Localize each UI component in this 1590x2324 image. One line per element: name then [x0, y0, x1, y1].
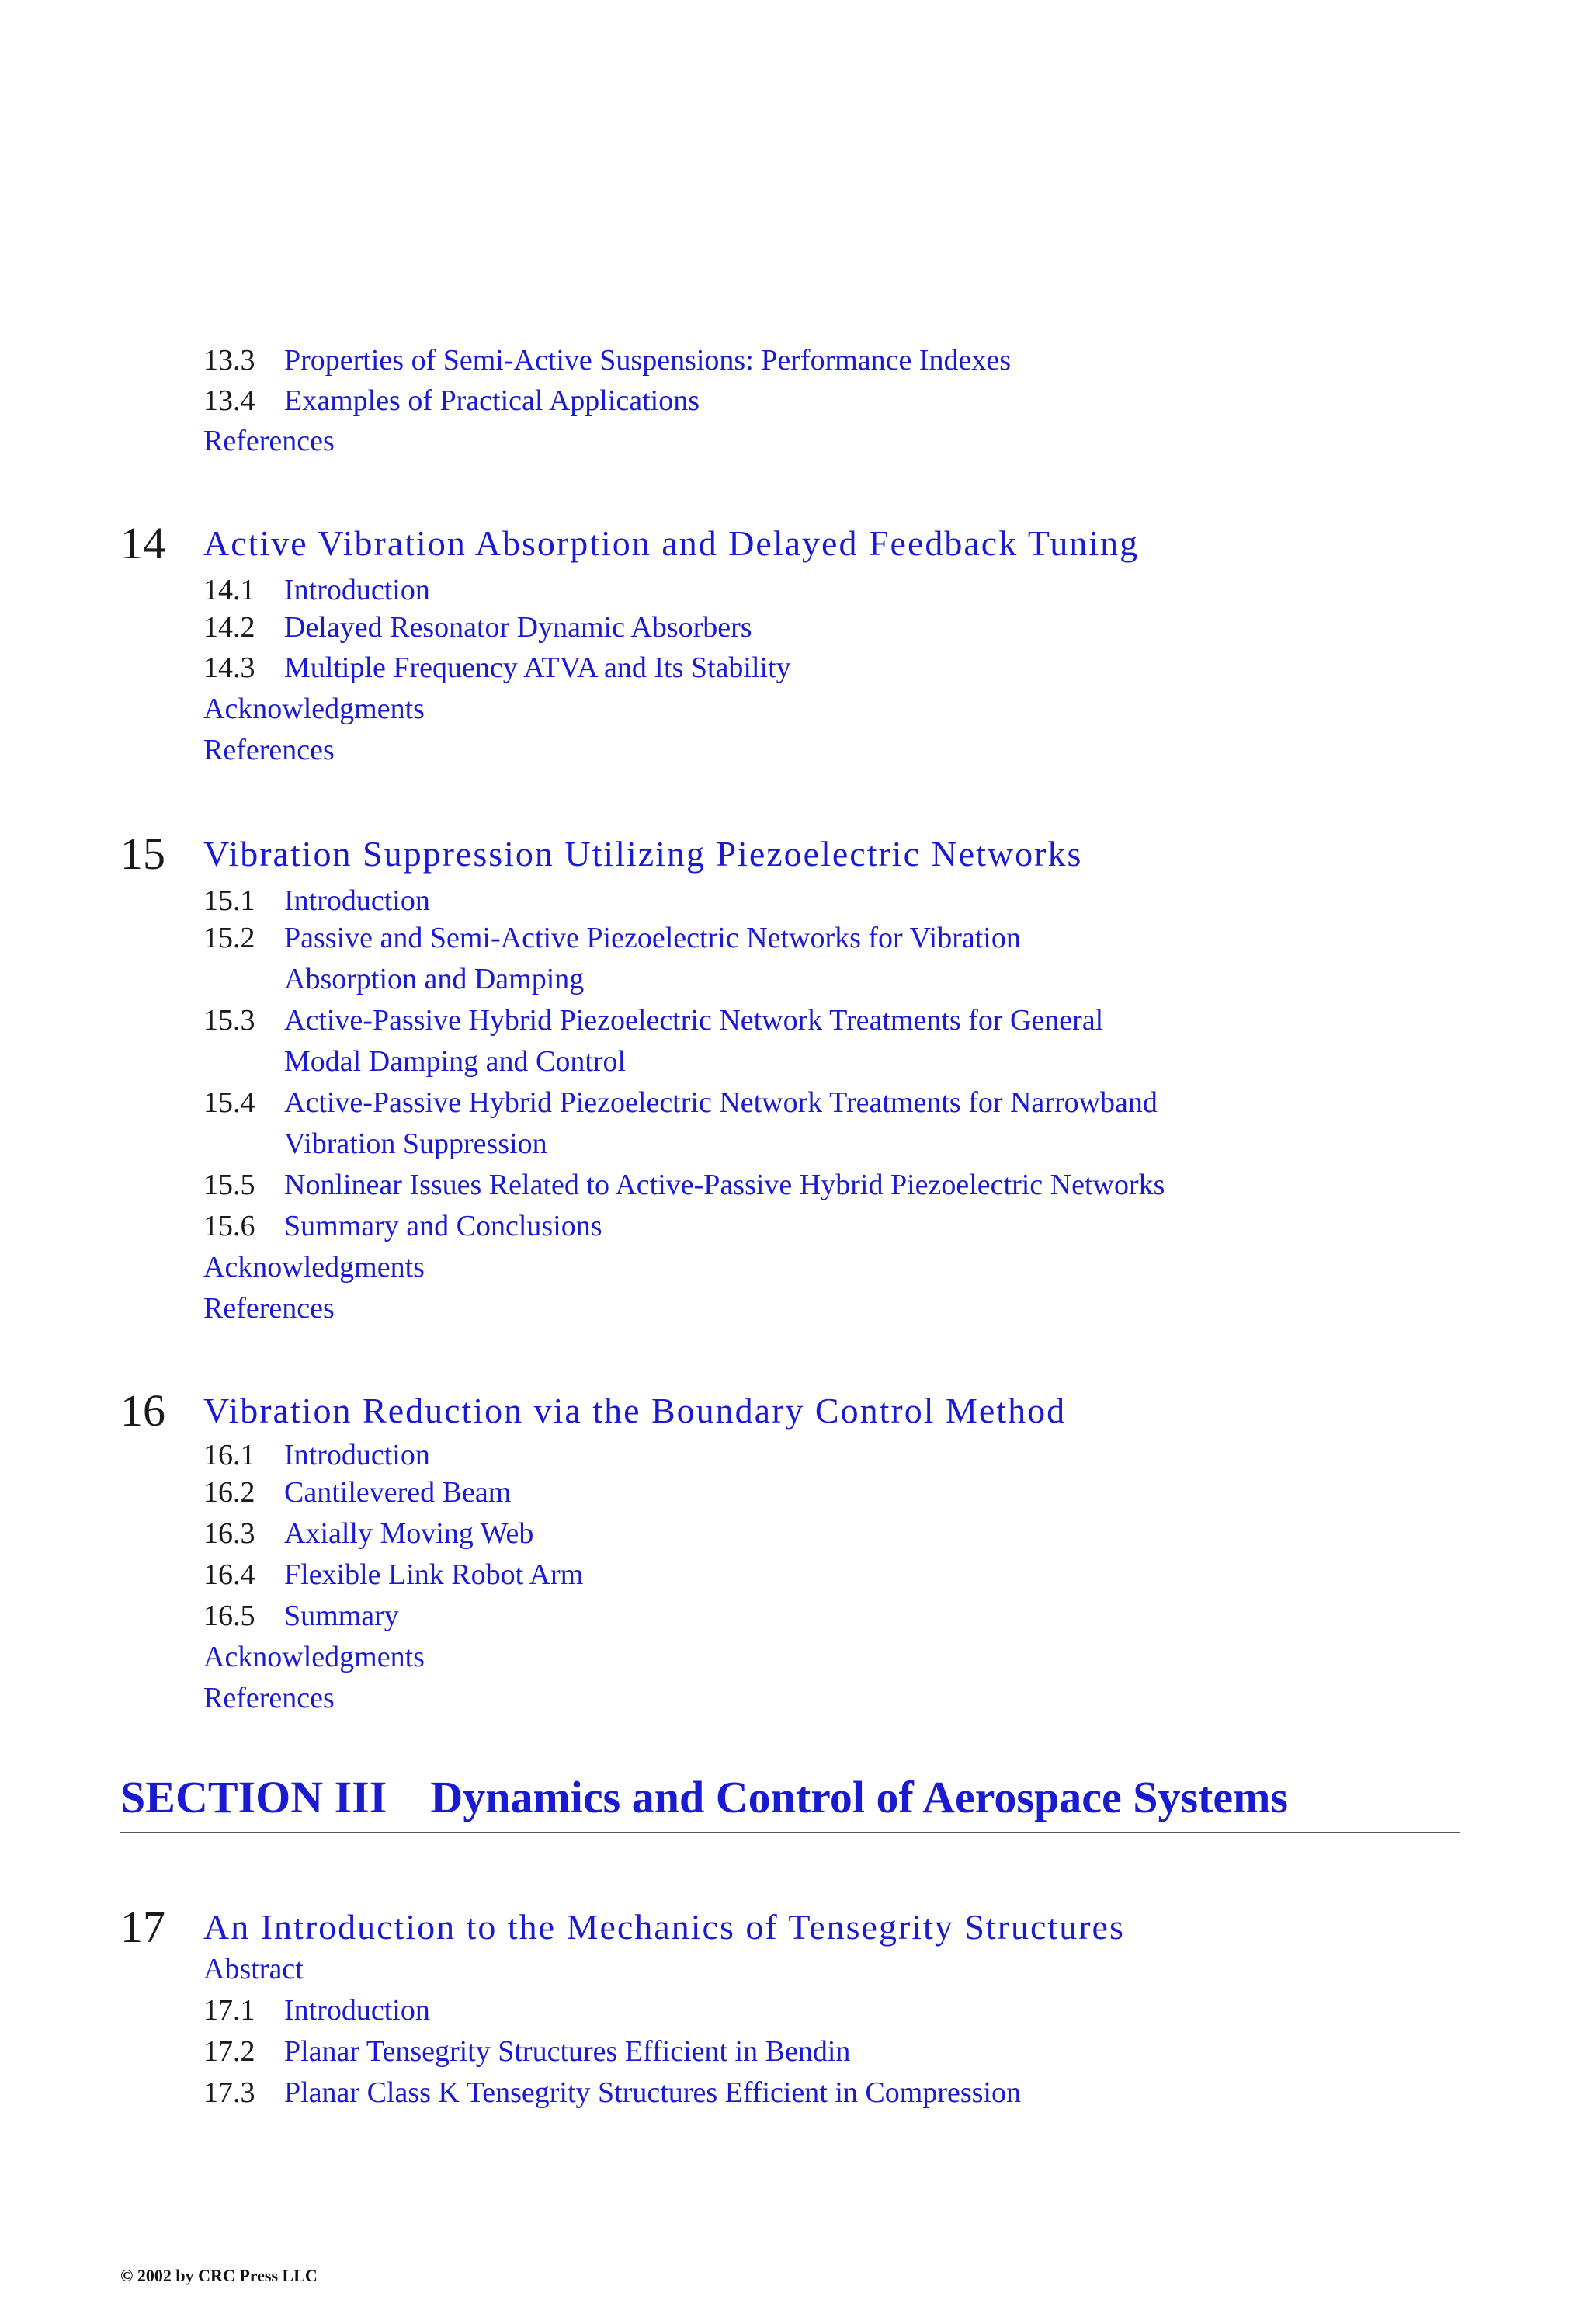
chapter-title[interactable]: Vibration Suppression Utilizing Piezoelectric Networks: [203, 834, 1083, 874]
chapter-title[interactable]: Active Vibration Absorption and Delayed Feedback Tuning: [203, 523, 1140, 563]
entry-title[interactable]: Axially Moving Web: [284, 1517, 534, 1550]
chapter-number: 16: [120, 1385, 165, 1436]
entry-number: 17.2: [203, 2035, 255, 2068]
section-title[interactable]: Dynamics and Control of Aerospace Systems: [430, 1772, 1289, 1822]
entry-title[interactable]: Active-Passive Hybrid Piezoelectric Network Treatments for General: [284, 1004, 1104, 1037]
chapter-number: 15: [120, 829, 165, 879]
entry-title[interactable]: Acknowledgments: [203, 1641, 425, 1673]
entry-title[interactable]: Acknowledgments: [203, 693, 425, 725]
entry-title[interactable]: Introduction: [284, 884, 430, 917]
entry-number: 13.3: [203, 344, 255, 377]
entry-title[interactable]: Introduction: [284, 1994, 430, 2027]
entry-title[interactable]: References: [203, 1682, 335, 1714]
chapter-title[interactable]: Vibration Reduction via the Boundary Control Method: [203, 1391, 1067, 1430]
entry-title[interactable]: Nonlinear Issues Related to Active-Passive Hybrid Piezoelectric Networks: [284, 1169, 1165, 1201]
entry-title[interactable]: Introduction: [284, 1439, 430, 1471]
entry-number: 13.4: [203, 384, 255, 417]
entry-title[interactable]: Summary and Conclusions: [284, 1210, 602, 1242]
entry-title[interactable]: Abstract: [203, 1953, 304, 1985]
section-label: SECTION III: [120, 1772, 387, 1822]
entry-number: 14.2: [203, 611, 255, 644]
entry-number: 15.1: [203, 884, 255, 917]
entry-title[interactable]: Active-Passive Hybrid Piezoelectric Network Treatments for Narrowband: [284, 1086, 1158, 1119]
chapter-title[interactable]: An Introduction to the Mechanics of Tensegrity Structures: [203, 1907, 1125, 1947]
entry-title-continuation[interactable]: Absorption and Damping: [284, 963, 585, 995]
entry-title[interactable]: References: [203, 734, 335, 766]
entry-number: 14.3: [203, 651, 255, 684]
entry-number: 16.4: [203, 1558, 255, 1591]
chapter-number: 17: [120, 1902, 165, 1952]
entry-title[interactable]: Cantilevered Beam: [284, 1476, 512, 1509]
entry-title-continuation[interactable]: Modal Damping and Control: [284, 1045, 627, 1078]
entry-number: 14.1: [203, 574, 255, 606]
chapter-number: 14: [120, 518, 165, 568]
section-heading[interactable]: [120, 1766, 1288, 1829]
entry-title[interactable]: Planar Tensegrity Structures Efficient in Bendin: [284, 2035, 851, 2068]
entry-number: 15.4: [203, 1086, 255, 1119]
entry-title[interactable]: Delayed Resonator Dynamic Absorbers: [284, 611, 752, 644]
entry-title[interactable]: Multiple Frequency ATVA and Its Stability: [284, 651, 791, 684]
entry-title[interactable]: Acknowledgments: [203, 1251, 425, 1284]
entry-number: 17.1: [203, 1994, 255, 2027]
entry-title[interactable]: References: [203, 1292, 335, 1325]
entry-title[interactable]: Examples of Practical Applications: [284, 384, 700, 417]
entry-title[interactable]: Properties of Semi-Active Suspensions: Performance Indexes: [284, 344, 1012, 377]
entry-title[interactable]: Planar Class K Tensegrity Structures Efficient in Compression: [284, 2076, 1021, 2109]
section-divider: [120, 1832, 1460, 1833]
entry-number: 15.5: [203, 1169, 255, 1201]
entry-number: 15.3: [203, 1004, 255, 1037]
copyright-footer: © 2002 by CRC Press LLC: [120, 2266, 318, 2285]
entry-title[interactable]: References: [203, 425, 335, 457]
entry-number: 16.5: [203, 1600, 255, 1632]
entry-title[interactable]: Passive and Semi-Active Piezoelectric Networks for Vibration: [284, 922, 1021, 954]
entry-title[interactable]: Introduction: [284, 574, 430, 606]
entry-title[interactable]: Summary: [284, 1600, 399, 1632]
entry-number: 15.2: [203, 922, 255, 954]
entry-number: 16.2: [203, 1476, 255, 1509]
entry-title-continuation[interactable]: Vibration Suppression: [284, 1127, 547, 1160]
entry-title[interactable]: Flexible Link Robot Arm: [284, 1558, 584, 1591]
entry-number: 15.6: [203, 1210, 255, 1242]
entry-number: 16.1: [203, 1439, 255, 1471]
entry-number: 16.3: [203, 1517, 255, 1550]
entry-number: 17.3: [203, 2076, 255, 2109]
